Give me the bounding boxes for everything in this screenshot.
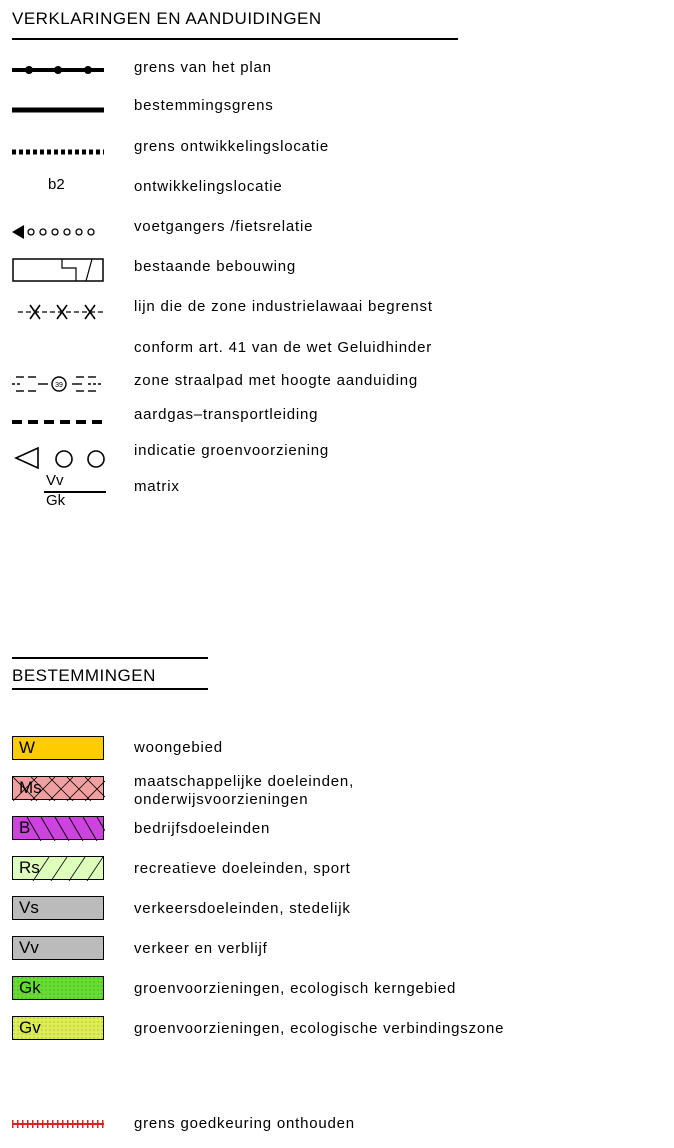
zoning-label: bedrijfsdoeleinden: [134, 820, 271, 837]
zoning-label: woongebied: [134, 739, 223, 756]
zoning-code: Gk: [19, 978, 41, 997]
zoning-swatch-b: [12, 816, 104, 840]
legend-label: bestaande bebouwing: [134, 258, 296, 275]
zoning-boundary-icon: [10, 98, 106, 122]
legend-label: grens van het plan: [134, 59, 272, 76]
zoning-code: B: [19, 818, 31, 837]
legend-label: matrix: [134, 478, 180, 495]
legend-label: voetgangers /fietsrelatie: [134, 218, 314, 235]
zoning-swatch-w: [12, 736, 104, 760]
zoning-title-rule-bottom: [12, 688, 208, 690]
matrix-icon: [44, 472, 106, 512]
legend-title: VERKLARINGEN EN AANDUIDINGEN: [12, 9, 322, 28]
zoning-swatch-ms: [12, 776, 104, 800]
zoning-label-continued: onderwijsvoorzieningen: [134, 791, 309, 808]
pedestrian-cycle-route-icon: [10, 220, 106, 244]
zoning-code: W: [19, 738, 36, 757]
zoning-code: Vs: [19, 898, 39, 917]
zoning-label: verkeersdoeleinden, stedelijk: [134, 900, 351, 917]
beam-path-zone-icon: [10, 372, 106, 396]
zoning-title-rule-top: [12, 657, 208, 659]
zoning-label: recreatieve doeleinden, sport: [134, 860, 351, 877]
industrial-noise-line-icon: [10, 300, 106, 324]
development-boundary-icon: [10, 140, 106, 164]
green-indication-icon: [10, 444, 106, 472]
zoning-code: Vv: [19, 938, 39, 957]
zoning-code: Ms: [19, 778, 42, 797]
footer-label: grens goedkeuring onthouden: [134, 1115, 355, 1132]
legend-label: grens ontwikkelingslocatie: [134, 138, 330, 155]
zoning-swatch-gv: [12, 1016, 104, 1040]
legend-label: ontwikkelingslocatie: [134, 178, 283, 195]
zoning-label: groenvoorzieningen, ecologisch kerngebied: [134, 980, 457, 997]
legend-label: aardgas–transportleiding: [134, 406, 319, 423]
zoning-swatch-gk: [12, 976, 104, 1000]
legend-label: lijn die de zone industrielawaai begrenst: [134, 298, 433, 315]
development-code-icon: b2: [48, 176, 65, 193]
matrix-bottom-code: Gk: [46, 492, 66, 509]
zoning-title: BESTEMMINGEN: [12, 666, 156, 685]
gas-pipeline-icon: [10, 410, 106, 434]
zoning-code: Rs: [19, 858, 40, 877]
legend-title-rule: [12, 38, 458, 40]
zoning-swatch-rs: [12, 856, 104, 880]
zoning-swatch-vs: [12, 896, 104, 920]
existing-buildings-icon: [10, 256, 106, 284]
plan-boundary-icon: [10, 58, 106, 82]
legend-label: bestemmingsgrens: [134, 97, 274, 114]
zoning-label: maatschappelijke doeleinden,: [134, 773, 355, 790]
zoning-label: groenvoorzieningen, ecologische verbindingszone: [134, 1020, 505, 1037]
matrix-top-code: Vv: [46, 472, 64, 489]
zoning-code: Gv: [19, 1018, 41, 1037]
legend-label-continued: conform art. 41 van de wet Geluidhinder: [134, 339, 433, 356]
legend-label: zone straalpad met hoogte aanduiding: [134, 372, 418, 389]
zoning-label: verkeer en verblijf: [134, 940, 268, 957]
beam-height-code: 39: [55, 382, 63, 389]
legend-label: indicatie groenvoorziening: [134, 442, 330, 459]
zoning-swatch-vv: [12, 936, 104, 960]
approval-withheld-boundary-icon: [10, 1112, 106, 1136]
